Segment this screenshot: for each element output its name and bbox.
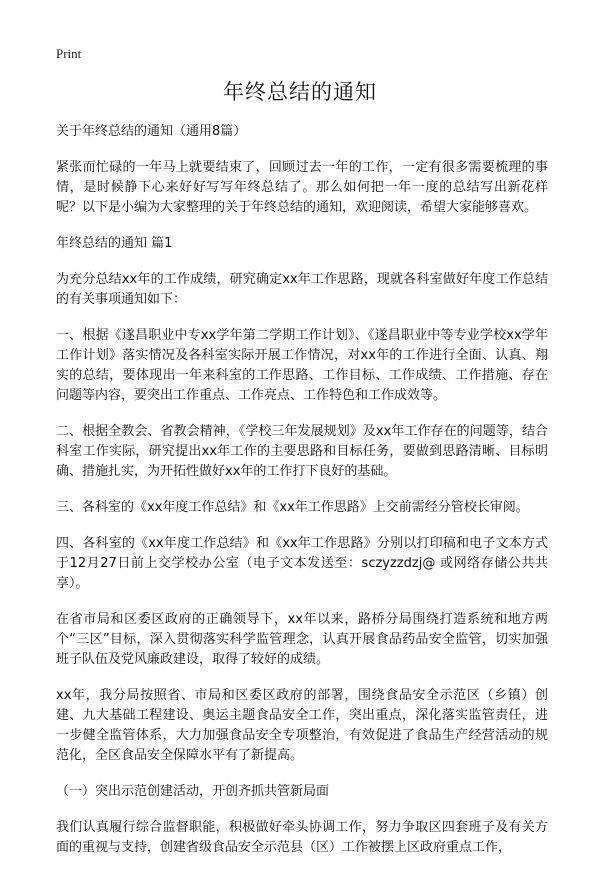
document-body	[56, 122, 548, 874]
subsection-heading: （一）突出示范创建活动，开创齐抓共管新局面	[56, 784, 330, 799]
list-item-1: 一、根据《遂昌职业中专xx学年第二学期工作计划》、《遂昌职业中等专业学校xx学年工作计划》落实情况及各科室实际开展工作情况，对xx年的工作进行全面、认真、翔实的总结，要体现出一年来科室的工作思路、工作目标、工作成绩、工作措施、存在问题等内容，要突出工作重点、工作亮点、工作特色和工作成效等。	[56, 328, 548, 403]
document-title: 年终总结的通知	[223, 80, 377, 104]
intro-paragraph: 紧张而忙碌的一年马上就要结束了，回顾过去一年的工作，一定有很多需要梳理的事情，是时候静下心来好好写写年终总结了。那么如何把一年一度的总结写出新花样呢？以下是小编为大家整理的关于年终总结的通知，欢迎阅读，希望大家能够喜欢。	[56, 160, 548, 215]
paragraph: 我们认真履行综合监督职能，积极做好牵头协调工作，努力争取区四套班子及有关方面的重视与支持，创建省级食品安全示范县（区）工作被摆上区政府重点工作，	[56, 820, 548, 855]
document-subtitle: 关于年终总结的通知（通用8篇）	[56, 124, 247, 139]
print-label: Print	[56, 46, 82, 61]
list-item-4: 四、各科室的《xx年度工作总结》和《xx年工作思路》分别以打印稿和电子文本方式于12月27日前上交学校办公室（电子文本发送至：sczyzzdzj@ 或网络存储公共共享）。	[56, 536, 548, 591]
paragraph: xx年，我分局按照省、市局和区委区政府的部署，围绕食品安全示范区（乡镇）创建、九大基础工程建设、奥运主题食品安全工作，突出重点，深化落实监管责任，进一步健全监管体系，大力加强食品安全专项整治，有效促进了食品生产经营活动的规范化，全区食品安全保障水平有了新提高。	[56, 688, 548, 763]
list-item-3: 三、各科室的《xx年度工作总结》和《xx年工作思路》上交前需经分管校长审阅。	[56, 500, 529, 515]
list-item-2: 二、根据全教会、省教会精神，《学校三年发展规划》及xx年工作存在的问题等，结合科室工作实际，研究提出xx年工作的主要思路和目标任务，要做到思路清晰、目标明确、措施扎实，为开拓性做好xx年的工作打下良好的基础。	[56, 424, 548, 479]
paragraph: 为充分总结xx年的工作成绩，研究确定xx年工作思路，现就各科室做好年度工作总结的有关事项通知如下：	[56, 272, 548, 307]
section-heading: 年终总结的通知 篇1	[56, 236, 173, 251]
paragraph: 在省市局和区委区政府的正确领导下，xx年以来，路桥分局围绕打造系统和地方两个“三区”目标，深入贯彻落实科学监管理念，认真开展食品药品安全监管，切实加强班子队伍及党风廉政建设，取得了较好的成绩。	[56, 612, 548, 667]
